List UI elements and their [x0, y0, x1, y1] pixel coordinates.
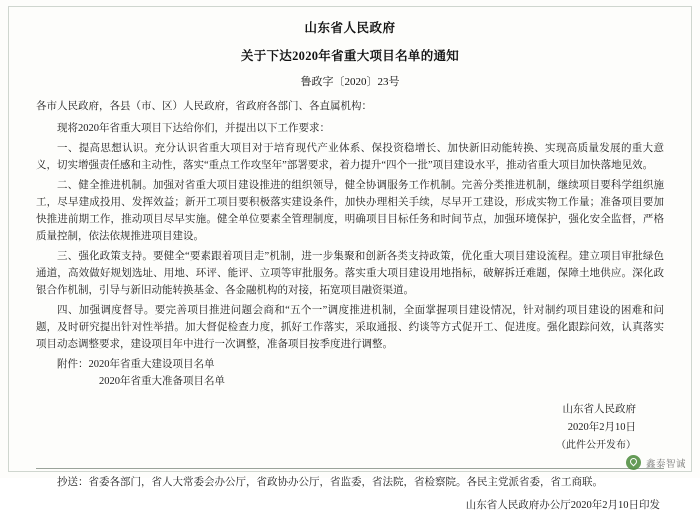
intro-paragraph: 现将2020年省重大项目下达给你们，并提出以下工作要求： [57, 123, 330, 135]
leaf-circle-icon [626, 455, 641, 470]
signature-block [36, 401, 664, 454]
document-number: 鲁政字〔2020〕23号 [300, 76, 400, 88]
attachments-block [36, 357, 664, 391]
signature-date: 2020年2月10日 [567, 421, 636, 433]
body-paragraph-1: 一、提高思想认识。充分认识省重大项目对于培育现代产业体系、保投资稳增长、加快新旧动能转换、实现高质量发展的重大意义，切实增强责任感和主动性，落实“重点工作攻坚年”部署要求，着力提升“四个一批”项目建设水平，推动省重大项目加快落地见效。 [36, 143, 664, 172]
signature-note: （此件公开发布） [556, 439, 636, 451]
body-paragraph-2: 二、健全推进机制。加强对省重大项目建设推进的组织领导，健全协调服务工作机制。完善分类推进机制，继续项目要科学组织施工，尽早建成投用、发挥效益；新开工项目要积极落实建设条件，加快办理相关手续，尽早开工建设，形成实物工作量；准备项目要加快推进前期工作，推动项目尽早实施。健全单位要素全管理制度，明确项目目标任务和时间节点，加强环境保护，强化安全监督，严格质量控制，依法依规推进项目建设。 [36, 180, 664, 243]
body-paragraph-3: 三、强化政策支持。要健全“要素跟着项目走”机制，进一步集聚和创新各类支持政策，优化重大项目建设流程。建立项目审批绿色通道，高效做好规划选址、用地、环评、能评、立项等审批服务。落实重大项目建设用地指标，破解拆迁难题，保障土地供应。深化政银合作机制，引导与新旧动能转换基金、各金融机构的对接，拓宽项目融资渠道。 [36, 251, 664, 297]
cc-line: 抄送：省委各部门，省人大常委会办公厅，省政协办公厅，省监委，省法院，省检察院。各民主党派省委，省工商联。 [57, 476, 603, 488]
watermark [626, 455, 686, 470]
watermark-label: 鑫泰智诚 [645, 458, 686, 470]
signature-organization: 山东省人民政府 [562, 403, 636, 415]
document-title: 关于下达2020年省重大项目名单的通知 [240, 49, 460, 63]
printing-office-line: 山东省人民政府办公厅2020年2月10日印发 [465, 500, 660, 512]
issuing-authority-heading: 山东省人民政府 [304, 21, 396, 35]
cc-block [36, 475, 664, 492]
body-paragraph-4: 四、加强调度督导。要完善项目推进问题会商和“五个一”调度推进机制，全面掌握项目建设情况，针对制约项目建设的困难和问题，及时研究提出针对性举措。加大督促检查力度，抓好工作落实，采取通报、约谈等方式促开工、促进度。强化跟踪问效，认真落实项目动态调整要求，建设项目年中进行一次调整，准备项目按季度进行调整。 [36, 305, 664, 351]
document-content [10, 8, 690, 518]
attachment-item-1: 附件：2020年省重大建设项目名单 [57, 359, 215, 371]
footer-divider [36, 468, 664, 469]
attachment-item-2: 2020年省重大准备项目名单 [99, 376, 225, 388]
recipients-line: 各市人民政府，各县（市、区）人民政府，省政府各部门、各直属机构： [36, 101, 372, 112]
